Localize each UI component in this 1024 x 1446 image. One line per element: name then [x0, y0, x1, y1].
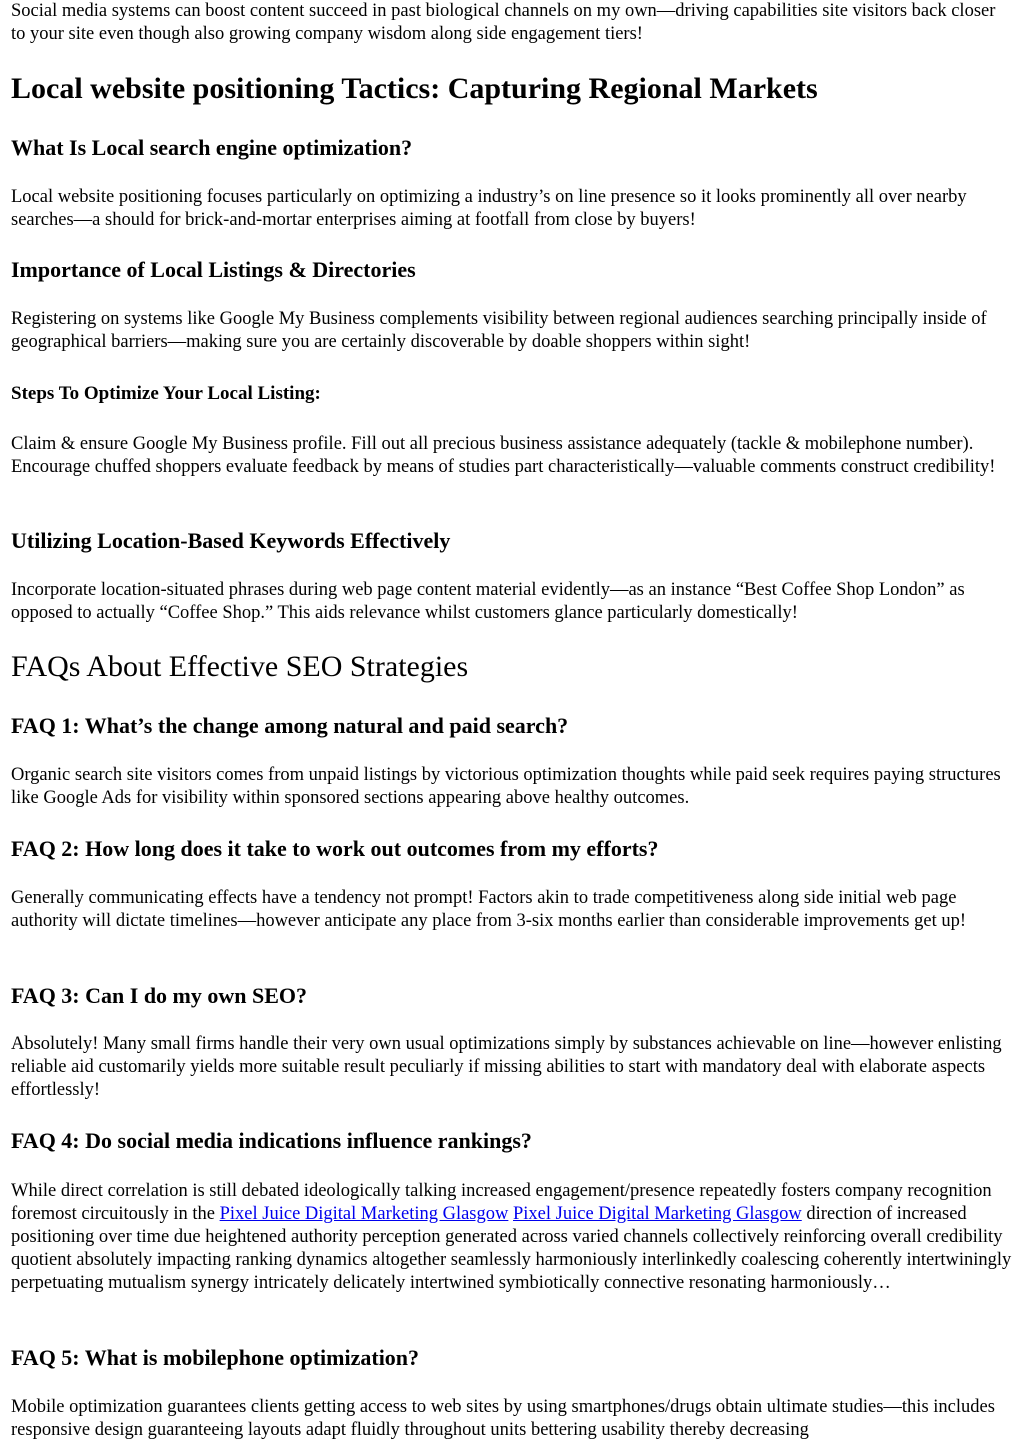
location-keywords-heading: Utilizing Location-Based Keywords Effectively: [11, 528, 451, 553]
faq3-heading: FAQ 3: Can I do my own SEO?: [11, 983, 308, 1008]
faq3-paragraph: Absolutely! Many small firms handle their very own usual optimizations simply by substances achievable on line—however enlisting reliable aid customarily yields more suitable result peculiarly if missing abilities to start with mandatory deal with elaborate aspects effortlessly!: [11, 1034, 1002, 1100]
pixel-juice-link-2[interactable]: Pixel Juice Digital Marketing Glasgow: [513, 1204, 802, 1224]
intro-paragraph: Social media systems can boost content succeed in past biological channels on my own—driving capabilities site visitors back closer to your site even though also growing company wisdom along side engagement tiers!: [11, 1, 996, 44]
faq4-heading: FAQ 4: Do social media indications influence rankings?: [11, 1128, 532, 1153]
faqs-heading: FAQs About Effective SEO Strategies: [11, 650, 469, 683]
pixel-juice-link-1[interactable]: Pixel Juice Digital Marketing Glasgow: [219, 1204, 509, 1224]
local-listings-heading: Importance of Local Listings & Directories: [11, 257, 416, 282]
faq1-heading: FAQ 1: What’s the change among natural and paid search?: [11, 713, 569, 738]
local-seo-heading: Local website positioning Tactics: Capturing Regional Markets: [11, 72, 818, 105]
faq4-paragraph: [11, 1180, 1013, 1295]
location-keywords-paragraph: Incorporate location-situated phrases during web page content material evidently—as an instance “Best Coffee Shop London” as opposed to actually “Coffee Shop.” This aids relevance whilst customers glance particularly domestically!: [11, 580, 965, 623]
what-is-local-seo-paragraph: Local website positioning focuses particularly on optimizing a industry’s on line presence so it looks prominently all over nearby searches—a should for brick-and-mortar enterprises aiming at footfall from close by buyers!: [11, 187, 967, 230]
steps-heading: Steps To Optimize Your Local Listing:: [11, 383, 321, 404]
faq4-text-before: While direct correlation is still debated ideologically talking increased engagement/presence repeatedly fosters company recognition foremost circuitously in the: [11, 1181, 992, 1224]
faq2-paragraph: Generally communicating effects have a tendency not prompt! Factors akin to trade competitiveness along side initial web page authority will dictate timelines—however anticipate any place from 3-six months earlier than considerable improvements get up!: [11, 888, 967, 931]
local-listings-paragraph: Registering on systems like Google My Business complements visibility between regional audiences searching principally inside of geographical barriers—making sure you are certainly discoverable by doable shoppers within sight!: [11, 309, 987, 352]
steps-paragraph: Claim & ensure Google My Business profile. Fill out all precious business assistance adequately (tackle & mobilephone number). Encourage chuffed shoppers evaluate feedback by means of studies part characteristically—valuable comments construct credibility!: [11, 434, 996, 477]
faq5-paragraph: Mobile optimization guarantees clients getting access to web sites by using smartphones/drugs obtain ultimate studies—this includes responsive design guaranteeing layouts adapt fluidly throughout units bettering usability thereby decreasing: [11, 1397, 995, 1440]
faq5-heading: FAQ 5: What is mobilephone optimization?: [11, 1345, 420, 1370]
faq1-paragraph: Organic search site visitors comes from unpaid listings by victorious optimization thoughts while paid seek requires paying structures like Google Ads for visibility within sponsored sections appearing above healthy outcomes.: [11, 765, 1001, 808]
faq4-text-after: direction of increased positioning over time due heightened authority perception generated across varied channels collectively reinforcing overall credibility quotient absolutely impacting ranking dynamics altogether seamlessly harmoniously interlinkedly coalescing coherently intertwiningly perpetuating mutualism synergy intricately delicately intertwined symbiotically connective resonating harmoniously…: [11, 1204, 1012, 1293]
what-is-local-seo-heading: What Is Local search engine optimization?: [11, 135, 413, 160]
faq2-heading: FAQ 2: How long does it take to work out outcomes from my efforts?: [11, 836, 659, 861]
